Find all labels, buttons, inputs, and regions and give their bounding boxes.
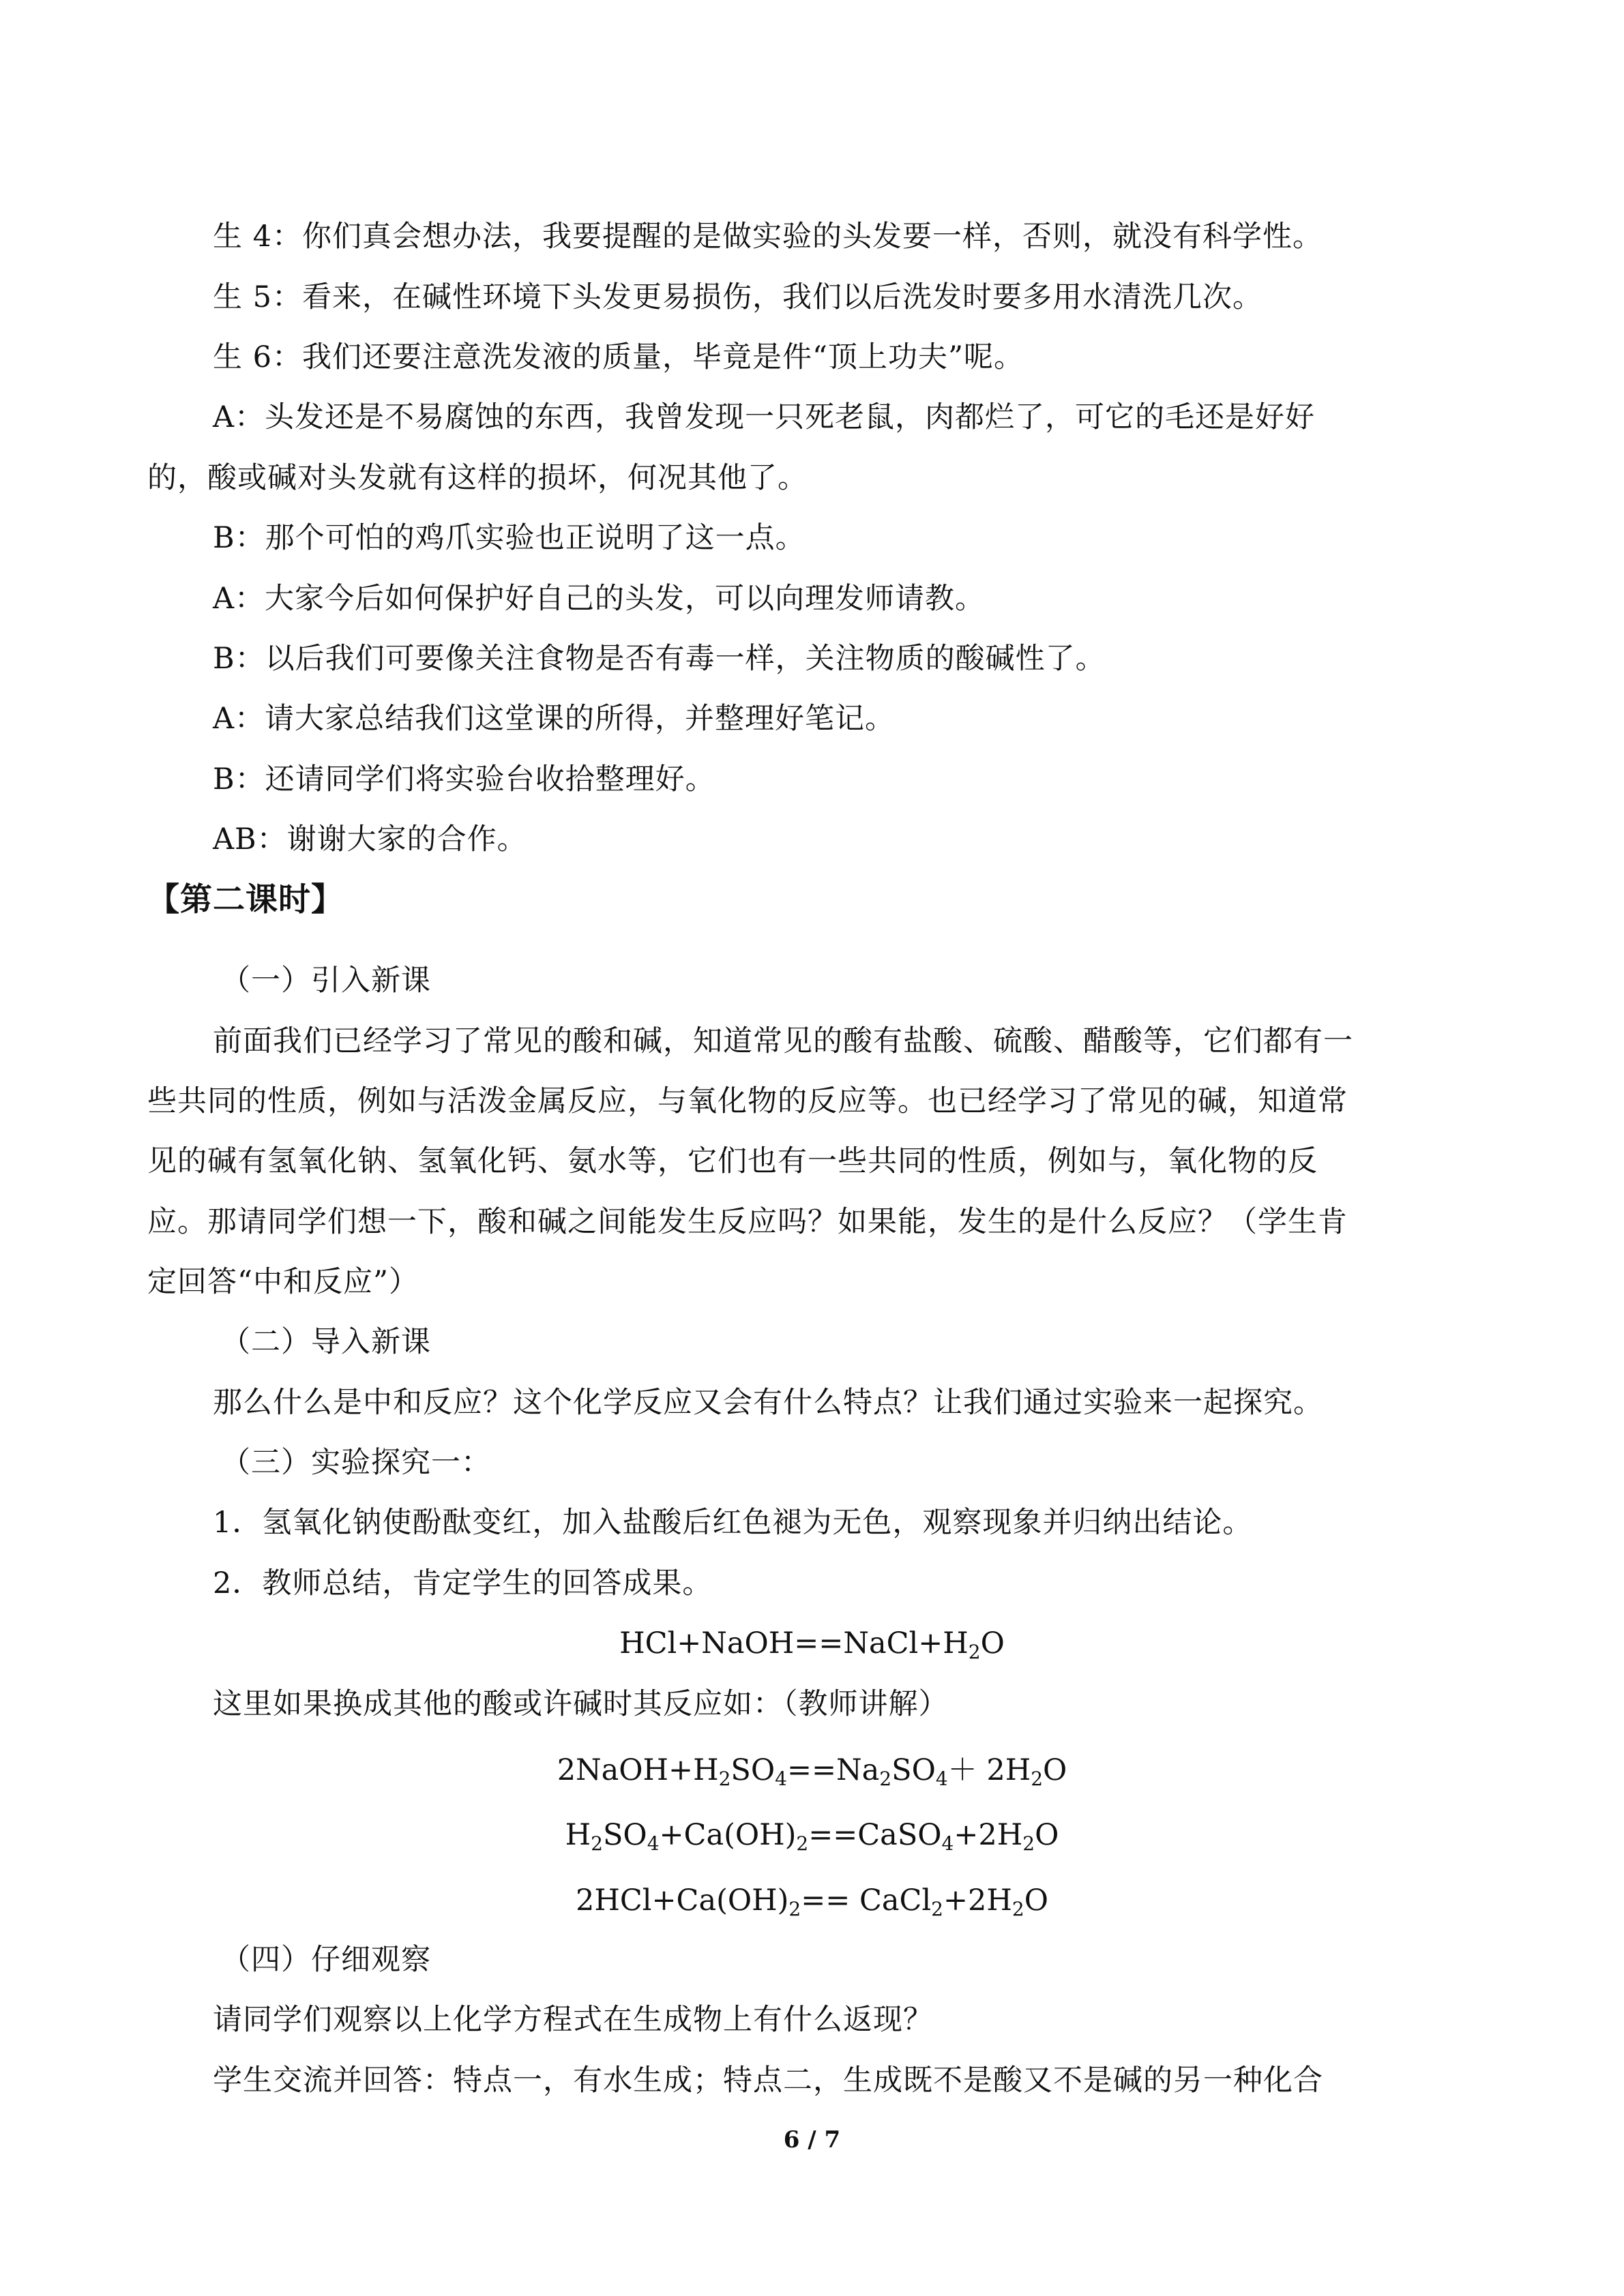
paragraph-line: 生 4：你们真会想办法，我要提醒的是做实验的头发要一样，否则，就没有科学性。 [213, 220, 1323, 254]
subsection-title: （二）导入新课 [221, 1325, 431, 1359]
chemical-equation-1: $HCl+NaOH==NaCl+H_2O$ [619, 1626, 1005, 1663]
paragraph-line: A：请大家总结我们这堂课的所得，并整理好笔记。 [213, 702, 896, 736]
list-item: 1．氢氧化钠使酚酞变红，加入盐酸后红色褪为无色，观察现象并归纳出结论。 [213, 1506, 1253, 1540]
chemical-equation-3: $H_2SO_4+Ca(OH)_2==CaSO_4+2H_2O$ [565, 1818, 1059, 1855]
chemical-equation-2: $2NaOH+H_2SO_4==Na_2SO_4+ 2H_2O$ [557, 1753, 1067, 1790]
paragraph-line: 前面我们已经学习了常见的酸和碱，知道常见的酸有盐酸、硫酸、醋酸等，它们都有一 [213, 1024, 1353, 1058]
subsection-title: （四）仔细观察 [221, 1943, 431, 1977]
paragraph-line: 定回答“中和反应”） [147, 1265, 419, 1299]
paragraph-line: B：那个可怕的鸡爪实验也正说明了这一点。 [213, 521, 806, 555]
paragraph-line: 学生交流并回答：特点一，有水生成；特点二，生成既不是酸又不是碱的另一种化合 [213, 2063, 1323, 2098]
subsection-title: （一）引入新课 [221, 964, 431, 998]
paragraph-line: AB：谢谢大家的合作。 [213, 822, 527, 856]
paragraph-line: 生 5：看来，在碱性环境下头发更易损伤，我们以后洗发时要多用水清洗几次。 [213, 280, 1263, 314]
paragraph-line: B：还请同学们将实验台收拾整理好。 [213, 762, 715, 796]
section-heading: 【第二课时】 [147, 881, 344, 919]
paragraph-line: B：以后我们可要像关注食物是否有毒一样，关注物质的酸碱性了。 [213, 642, 1106, 676]
paragraph-line: 应。那请同学们想一下，酸和碱之间能发生反应吗？如果能，发生的是什么反应？（学生肯 [147, 1205, 1348, 1239]
list-item: 2．教师总结，肯定学生的回答成果。 [213, 1566, 713, 1600]
paragraph-line: 这里如果换成其他的酸或许碱时其反应如：（教师讲解） [213, 1687, 949, 1721]
paragraph-line: A：头发还是不易腐蚀的东西，我曾发现一只死老鼠，肉都烂了，可它的毛还是好好 [213, 400, 1316, 434]
paragraph-line: 那么什么是中和反应？这个化学反应又会有什么特点？让我们通过实验来一起探究。 [213, 1386, 1323, 1420]
chemical-equation-4: $2HCl+Ca(OH)_2==$ $CaCl_2+2H_2O$ [576, 1883, 1048, 1920]
subsection-title: （三）实验探究一： [221, 1446, 491, 1480]
paragraph-line: 生 6：我们还要注意洗发液的质量，毕竟是件“顶上功夫”呢。 [213, 340, 1024, 374]
paragraph-line: 请同学们观察以上化学方程式在生成物上有什么返现？ [213, 2003, 933, 2037]
paragraph-line: 见的碱有氢氧化钠、氢氧化钙、氨水等，它们也有一些共同的性质，例如与，氧化物的反 [147, 1144, 1318, 1178]
paragraph-line: 的，酸或碱对头发就有这样的损坏，何况其他了。 [147, 461, 808, 495]
paragraph-line: A：大家今后如何保护好自己的头发，可以向理发师请教。 [213, 582, 986, 616]
page-number: 6 / 7 [783, 2126, 841, 2153]
paragraph-line: 些共同的性质，例如与活泼金属反应，与氧化物的反应等。也已经学习了常见的碱，知道常 [147, 1084, 1348, 1118]
